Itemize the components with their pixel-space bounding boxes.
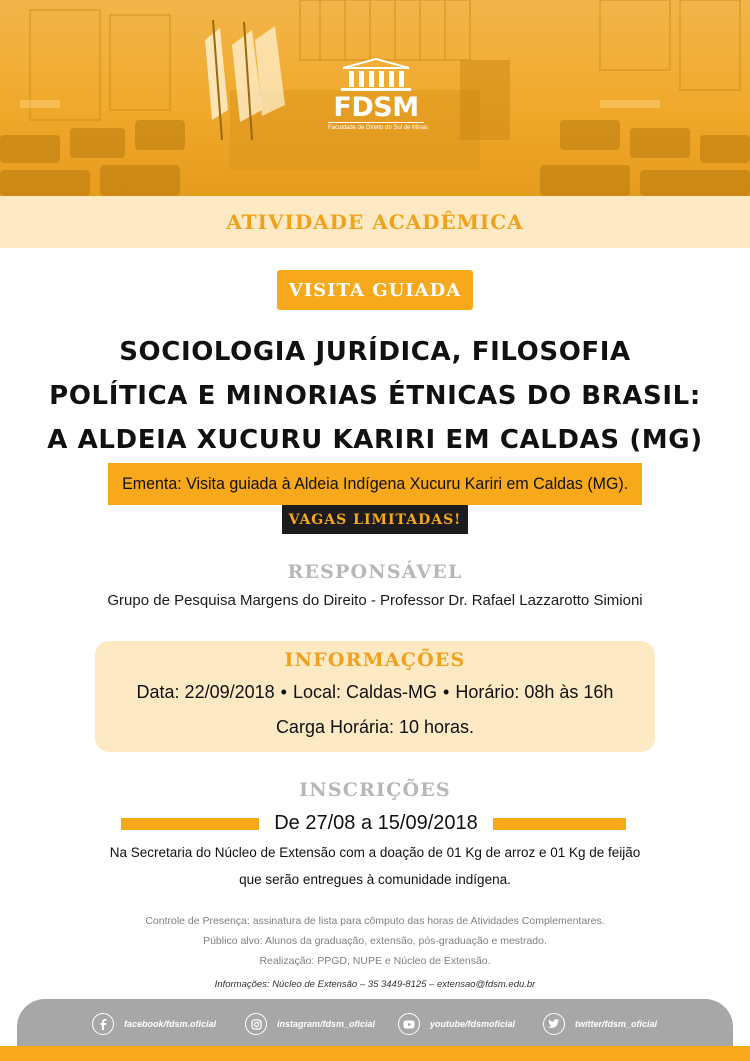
facebook-icon	[92, 1013, 114, 1035]
instagram-icon	[245, 1013, 267, 1035]
event-title	[20, 330, 730, 462]
registration-dates: De 27/08 a 15/09/2018	[274, 812, 478, 834]
title-line: A ALDEIA XUCURU KARIRI EM CALDAS (MG)	[47, 425, 703, 455]
footer-stripe	[0, 1046, 750, 1061]
logo-subtitle: Faculdade de Direito do Sul de Minas	[328, 122, 424, 132]
info-location: Local: Caldas-MG	[292, 682, 438, 702]
audience-note: Público alvo: Alunos da graduação, extensão, pós-graduação e mestrado.	[203, 935, 547, 947]
contact-info: Informações: Núcleo de Extensão – 35 3449-8125 – extensao@fdsm.edu.br	[214, 979, 536, 990]
facebook-link[interactable]	[92, 1013, 216, 1035]
title-line: POLÍTICA E MINORIAS ÉTNICAS DO BRASIL:	[49, 381, 701, 411]
logo-wordmark: FDSM	[333, 92, 419, 123]
limited-spots-label: VAGAS LIMITADAS!	[288, 511, 462, 528]
activity-band	[0, 196, 750, 248]
visit-tag	[277, 270, 473, 310]
registration-text: Na Secretaria do Núcleo de Extensão com a doação de 01 Kg de arroz e 01 Kg de feijão	[109, 845, 641, 860]
title-line: SOCIOLOGIA JURÍDICA, FILOSOFIA	[119, 337, 631, 367]
responsible-heading: RESPONSÁVEL	[287, 561, 463, 583]
ementa-text: Ementa: Visita guiada à Aldeia Indígena Xucuru Kariri em Caldas (MG).	[121, 474, 629, 493]
organizers-note: Realização: PPGD, NUPE e Núcleo de Extensão.	[259, 955, 491, 967]
twitter-link[interactable]	[543, 1013, 657, 1035]
bullet-separator: •	[280, 682, 287, 702]
info-time: Horário: 08h às 16h	[455, 682, 614, 702]
info-heading: INFORMAÇÕES	[284, 649, 466, 671]
youtube-link[interactable]	[398, 1013, 515, 1035]
info-date: Data: 22/09/2018	[136, 682, 275, 702]
decorative-bar	[493, 818, 626, 830]
activity-label: ATIVIDADE ACADÊMICA	[226, 210, 524, 234]
visit-tag-label: VISITA GUIADA	[288, 279, 462, 301]
instagram-label: instagram/fdsm_oficial	[277, 1019, 376, 1029]
attendance-note: Controle de Presença: assinatura de lista para cômputo das horas de Atividades Complementares.	[145, 915, 605, 927]
responsible-text: Grupo de Pesquisa Margens do Direito - Professor Dr. Rafael Lazzarotto Simioni	[107, 592, 643, 609]
youtube-label: youtube/fdsmoficial	[430, 1019, 516, 1029]
facebook-label: facebook/fdsm.oficial	[124, 1019, 217, 1029]
registration-heading: INSCRIÇÕES	[299, 779, 451, 801]
building-icon	[339, 58, 413, 92]
fdsm-logo	[328, 58, 429, 132]
hero-banner	[0, 0, 750, 196]
instagram-link[interactable]	[245, 1013, 375, 1035]
twitter-icon	[543, 1013, 565, 1035]
limited-spots-badge	[282, 505, 468, 534]
twitter-label: twitter/fdsm_oficial	[575, 1019, 658, 1029]
info-details	[0, 682, 750, 703]
bullet-separator: •	[443, 682, 450, 702]
info-workload: Carga Horária: 10 horas.	[275, 717, 475, 737]
decorative-bar	[121, 818, 259, 830]
registration-text: que serão entregues à comunidade indígena.	[239, 872, 511, 887]
youtube-icon	[398, 1013, 420, 1035]
ementa-band	[108, 463, 642, 505]
